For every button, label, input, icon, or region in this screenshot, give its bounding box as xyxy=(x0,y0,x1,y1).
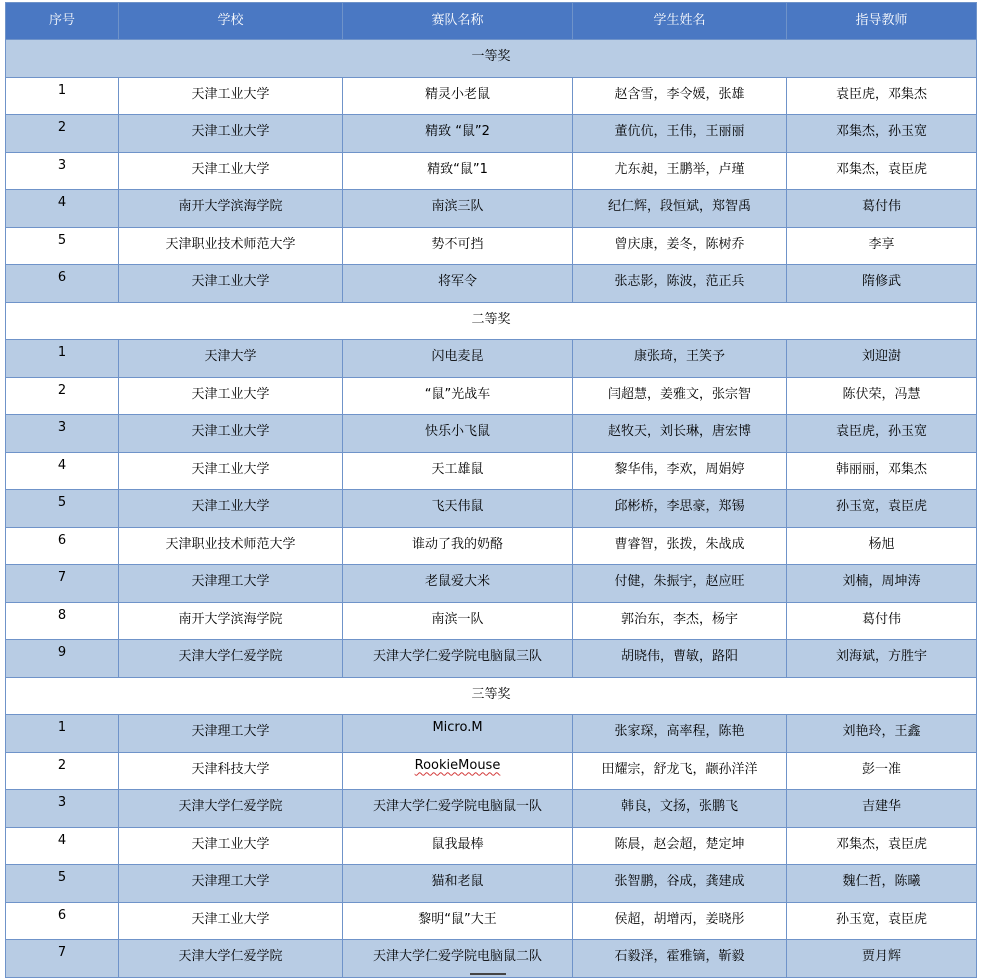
cell-advisors xyxy=(787,377,977,415)
cell-team-name xyxy=(343,452,573,490)
cell-advisors-text: 杨旭 xyxy=(868,536,895,552)
cell-advisors xyxy=(787,490,977,528)
cell-students-text: 侯超，胡增丙，姜晓彤 xyxy=(614,911,745,927)
cell-students xyxy=(573,452,787,490)
cell-advisors-text: 孙玉宽，袁臣虎 xyxy=(835,911,927,927)
cell-school-text: 天津职业技术师范大学 xyxy=(165,236,296,252)
table-row xyxy=(6,152,977,190)
cell-school-text: 天津理工大学 xyxy=(191,724,270,739)
cell-index-text: 5 xyxy=(57,870,67,885)
cell-index xyxy=(6,452,119,490)
cell-index-text: 1 xyxy=(57,345,67,360)
cell-school-text: 天津工业大学 xyxy=(191,461,270,477)
cell-team-name-text: 猫和老鼠 xyxy=(431,874,484,889)
cell-advisors-text: 刘艳玲，王鑫 xyxy=(842,724,921,739)
section-row xyxy=(6,40,977,78)
cell-team-name xyxy=(343,602,573,640)
section-row xyxy=(6,302,977,340)
section-title: 一等奖 xyxy=(6,40,977,78)
cell-team-name-text: 南滨一队 xyxy=(431,611,484,627)
cell-index-text: 4 xyxy=(57,195,67,210)
header-team-name: 赛队名称 xyxy=(343,3,573,40)
cell-advisors-text: 彭一准 xyxy=(861,761,901,777)
section-row xyxy=(6,677,977,715)
cell-students xyxy=(573,752,787,790)
cell-team-name xyxy=(343,190,573,228)
cell-advisors-text: 陈伏荣，冯慧 xyxy=(842,386,921,402)
cell-advisors xyxy=(787,565,977,603)
cell-team-name xyxy=(343,265,573,303)
cell-index-text: 2 xyxy=(57,757,67,773)
cell-students xyxy=(573,602,787,640)
table-row xyxy=(6,715,977,753)
cell-index xyxy=(6,227,119,265)
cell-students xyxy=(573,827,787,865)
cell-school-text: 天津大学 xyxy=(204,349,257,364)
cell-students xyxy=(573,490,787,528)
cell-students xyxy=(573,265,787,303)
header-school: 学校 xyxy=(119,3,343,40)
cell-school-text: 天津大学仁爱学院 xyxy=(178,949,283,964)
cell-school xyxy=(119,452,343,490)
cell-school xyxy=(119,715,343,753)
cell-students-text: 韩良，文扬，张鹏飞 xyxy=(620,799,738,814)
table-row xyxy=(6,902,977,940)
cell-students-text: 陈晨，赵会超，楚定坤 xyxy=(614,836,745,852)
cell-school-text: 天津工业大学 xyxy=(191,386,270,402)
cell-students xyxy=(573,940,787,978)
cell-team-name xyxy=(343,752,573,790)
cell-students xyxy=(573,790,787,828)
table-row xyxy=(6,377,977,415)
cell-students xyxy=(573,377,787,415)
cell-index xyxy=(6,602,119,640)
cell-school xyxy=(119,790,343,828)
cell-team-name xyxy=(343,715,573,753)
cell-school-text: 南开大学滨海学院 xyxy=(178,611,283,627)
table-row xyxy=(6,790,977,828)
cell-students-text: 田耀宗，舒龙飞，颛孙洋洋 xyxy=(601,761,758,777)
cell-index-text: 4 xyxy=(57,832,67,848)
table-row xyxy=(6,602,977,640)
cell-index xyxy=(6,527,119,565)
cell-team-name-text: 老鼠爱大米 xyxy=(424,574,490,589)
cell-team-name xyxy=(343,227,573,265)
cell-advisors xyxy=(787,452,977,490)
cell-advisors xyxy=(787,190,977,228)
cell-advisors xyxy=(787,77,977,115)
cell-school xyxy=(119,602,343,640)
cell-school xyxy=(119,77,343,115)
cell-school-text: 天津科技大学 xyxy=(191,761,270,777)
table-row xyxy=(6,527,977,565)
cell-advisors xyxy=(787,265,977,303)
table-row xyxy=(6,490,977,528)
cell-school xyxy=(119,227,343,265)
cell-team-name xyxy=(343,77,573,115)
cell-index xyxy=(6,415,119,453)
cell-team-name xyxy=(343,940,573,978)
cell-students xyxy=(573,152,787,190)
cell-index-text: 2 xyxy=(57,120,67,135)
header-students: 学生姓名 xyxy=(573,3,787,40)
cell-students-text: 赵含雪，李令媛，张雄 xyxy=(614,86,745,102)
cell-advisors-text: 邓集杰，袁臣虎 xyxy=(835,161,927,177)
cell-team-name xyxy=(343,827,573,865)
cell-students-text: 康张琦，王笑予 xyxy=(633,349,725,364)
award-table xyxy=(5,2,977,978)
cell-index-text: 1 xyxy=(57,720,67,735)
cell-students-text: 张智鹏，谷成，龚建成 xyxy=(614,874,745,889)
cell-index-text: 1 xyxy=(57,82,67,98)
cell-team-name xyxy=(343,490,573,528)
cell-index-text: 3 xyxy=(57,157,67,173)
cell-team-name-text: 天津大学仁爱学院电脑鼠二队 xyxy=(372,949,542,964)
cell-school-text: 天津工业大学 xyxy=(191,274,270,289)
cell-index-text: 6 xyxy=(57,270,67,285)
cell-advisors-text: 李享 xyxy=(868,236,895,252)
cell-team-name-text: 精致 “鼠”2 xyxy=(425,124,490,139)
cell-index xyxy=(6,715,119,753)
table-row xyxy=(6,640,977,678)
cell-school xyxy=(119,640,343,678)
cell-students xyxy=(573,227,787,265)
cell-advisors xyxy=(787,602,977,640)
header-index: 序号 xyxy=(6,3,119,40)
cell-students-text: 郭治东，李杰，杨宇 xyxy=(620,611,738,627)
table-row xyxy=(6,865,977,903)
cell-index xyxy=(6,77,119,115)
cell-index xyxy=(6,190,119,228)
cell-advisors-text: 隋修武 xyxy=(861,274,901,289)
cell-school xyxy=(119,902,343,940)
table-row xyxy=(6,265,977,303)
cell-team-name-text: Micro.M xyxy=(432,720,483,735)
cell-index xyxy=(6,490,119,528)
cell-index xyxy=(6,902,119,940)
cell-students-text: 张志影，陈波，范正兵 xyxy=(614,274,745,289)
cell-advisors-text: 袁臣虎，邓集杰 xyxy=(835,86,927,102)
award-table-container xyxy=(5,2,976,978)
cell-school xyxy=(119,865,343,903)
cell-advisors-text: 贾月辉 xyxy=(861,949,901,964)
cell-team-name xyxy=(343,565,573,603)
cell-team-name-text: 精致“鼠”1 xyxy=(427,161,488,177)
cell-students xyxy=(573,190,787,228)
cell-index-text: 3 xyxy=(57,795,67,810)
cell-team-name-text: 天津大学仁爱学院电脑鼠三队 xyxy=(372,649,542,664)
cell-advisors-text: 袁臣虎，孙玉宽 xyxy=(835,424,927,439)
cell-team-name xyxy=(343,790,573,828)
cell-index xyxy=(6,640,119,678)
table-row xyxy=(6,940,977,978)
cell-students xyxy=(573,415,787,453)
cell-advisors xyxy=(787,152,977,190)
table-row xyxy=(6,115,977,153)
cell-school-text: 天津理工大学 xyxy=(191,574,270,589)
cell-students-text: 闫超慧，姜雅文，张宗智 xyxy=(607,386,751,402)
cell-index-text: 7 xyxy=(57,945,67,960)
cell-index-text: 5 xyxy=(57,232,67,248)
cell-index-text: 6 xyxy=(57,907,67,923)
cell-school-text: 天津大学仁爱学院 xyxy=(178,649,283,664)
cell-team-name xyxy=(343,115,573,153)
cell-advisors-text: 葛付伟 xyxy=(861,199,901,214)
cell-team-name xyxy=(343,340,573,378)
cell-school xyxy=(119,490,343,528)
table-row xyxy=(6,752,977,790)
cell-school-text: 天津工业大学 xyxy=(191,124,270,139)
cell-team-name-text: 精灵小老鼠 xyxy=(424,86,490,102)
cell-school-text: 南开大学滨海学院 xyxy=(178,199,283,214)
cell-team-name-text: 快乐小飞鼠 xyxy=(424,424,490,439)
cell-school-text: 天津工业大学 xyxy=(191,424,270,439)
cell-advisors xyxy=(787,940,977,978)
cell-school xyxy=(119,752,343,790)
cell-students-text: 董伉伉，王伟，王丽丽 xyxy=(614,124,745,139)
cell-index-text: 4 xyxy=(57,457,67,473)
cell-team-name-text: 势不可挡 xyxy=(431,236,484,252)
cell-advisors xyxy=(787,790,977,828)
cell-school xyxy=(119,152,343,190)
cell-advisors xyxy=(787,340,977,378)
cell-students-text: 曹睿智，张拨，朱战成 xyxy=(614,536,745,552)
table-row xyxy=(6,452,977,490)
table-row xyxy=(6,415,977,453)
cell-students xyxy=(573,115,787,153)
cell-school xyxy=(119,527,343,565)
cell-team-name xyxy=(343,377,573,415)
cell-index xyxy=(6,865,119,903)
table-header xyxy=(6,3,977,40)
scroll-indicator xyxy=(470,973,506,975)
cell-advisors-text: 葛付伟 xyxy=(861,611,901,627)
cell-school-text: 天津工业大学 xyxy=(191,499,270,514)
cell-index xyxy=(6,790,119,828)
cell-index-text: 5 xyxy=(57,495,67,510)
cell-team-name-text: “鼠”光战车 xyxy=(424,386,491,402)
cell-school-text: 天津工业大学 xyxy=(191,161,270,177)
cell-advisors xyxy=(787,827,977,865)
cell-school xyxy=(119,415,343,453)
cell-team-name-text: 鼠我最棒 xyxy=(431,836,484,852)
cell-advisors xyxy=(787,527,977,565)
cell-team-name xyxy=(343,902,573,940)
cell-team-name-text: 将军令 xyxy=(437,274,477,289)
cell-team-name-text: 闪电麦昆 xyxy=(431,349,484,364)
table-row xyxy=(6,827,977,865)
cell-students xyxy=(573,715,787,753)
cell-advisors-text: 刘楠，周坤涛 xyxy=(842,574,921,589)
cell-school xyxy=(119,827,343,865)
cell-index xyxy=(6,752,119,790)
header-advisors: 指导教师 xyxy=(787,3,977,40)
cell-students-text: 张家琛，高率程，陈艳 xyxy=(614,724,745,739)
cell-index xyxy=(6,152,119,190)
cell-advisors xyxy=(787,115,977,153)
cell-index-text: 9 xyxy=(57,645,67,660)
cell-advisors xyxy=(787,902,977,940)
cell-team-name-text: 天工雄鼠 xyxy=(431,461,484,477)
cell-school xyxy=(119,190,343,228)
cell-students-text: 付健，朱振宇，赵应旺 xyxy=(614,574,745,589)
cell-index xyxy=(6,940,119,978)
cell-advisors-text: 刘海斌，方胜宇 xyxy=(835,649,927,664)
cell-team-name-text: 飞天伟鼠 xyxy=(431,499,484,514)
cell-students xyxy=(573,865,787,903)
cell-index-text: 7 xyxy=(57,570,67,585)
cell-students xyxy=(573,565,787,603)
cell-team-name xyxy=(343,865,573,903)
header-row xyxy=(6,3,977,40)
cell-team-name-text: RookieMouse xyxy=(414,757,501,773)
cell-students-text: 石毅泽，霍雅镝，靳毅 xyxy=(614,949,745,964)
cell-team-name xyxy=(343,415,573,453)
cell-school-text: 天津大学仁爱学院 xyxy=(178,799,283,814)
cell-students xyxy=(573,527,787,565)
table-body xyxy=(6,40,977,978)
cell-index-text: 3 xyxy=(57,420,67,435)
cell-school-text: 天津理工大学 xyxy=(191,874,270,889)
cell-school-text: 天津工业大学 xyxy=(191,911,270,927)
cell-advisors-text: 邓集杰，孙玉宽 xyxy=(835,124,927,139)
section-title: 二等奖 xyxy=(6,302,977,340)
cell-team-name-text: 黎明“鼠”大王 xyxy=(418,911,497,927)
cell-advisors xyxy=(787,865,977,903)
cell-students-text: 邱彬桥，李思豪，郑锡 xyxy=(614,499,745,514)
cell-school-text: 天津工业大学 xyxy=(191,86,270,102)
cell-index-text: 8 xyxy=(57,607,67,623)
table-row xyxy=(6,340,977,378)
cell-students-text: 黎华伟，李欢，周娟婷 xyxy=(614,461,745,477)
cell-team-name-text: 天津大学仁爱学院电脑鼠一队 xyxy=(372,799,542,814)
cell-students-text: 胡晓伟，曹敏，路阳 xyxy=(620,649,738,664)
cell-team-name xyxy=(343,152,573,190)
cell-team-name-text: 南滨三队 xyxy=(431,199,484,214)
table-row xyxy=(6,227,977,265)
cell-advisors-text: 韩丽丽，邓集杰 xyxy=(835,461,927,477)
cell-advisors-text: 刘迎澍 xyxy=(861,349,901,364)
cell-students xyxy=(573,77,787,115)
cell-students xyxy=(573,640,787,678)
cell-students xyxy=(573,340,787,378)
cell-school xyxy=(119,565,343,603)
cell-index xyxy=(6,265,119,303)
cell-school xyxy=(119,115,343,153)
cell-school xyxy=(119,340,343,378)
table-row xyxy=(6,565,977,603)
cell-students-text: 曾庆康，姜冬，陈树乔 xyxy=(614,236,745,252)
cell-students xyxy=(573,902,787,940)
cell-index xyxy=(6,377,119,415)
cell-index xyxy=(6,115,119,153)
cell-advisors xyxy=(787,227,977,265)
cell-team-name-text: 谁动了我的奶酪 xyxy=(411,536,503,552)
cell-students-text: 赵牧天，刘长琳，唐宏博 xyxy=(607,424,751,439)
cell-advisors xyxy=(787,640,977,678)
cell-school xyxy=(119,377,343,415)
cell-index xyxy=(6,340,119,378)
cell-advisors xyxy=(787,415,977,453)
cell-advisors-text: 孙玉宽，袁臣虎 xyxy=(835,499,927,514)
cell-school-text: 天津职业技术师范大学 xyxy=(165,536,296,552)
cell-advisors xyxy=(787,752,977,790)
table-row xyxy=(6,77,977,115)
cell-index-text: 6 xyxy=(57,532,67,548)
table-row xyxy=(6,190,977,228)
cell-advisors-text: 吉建华 xyxy=(861,799,901,814)
cell-index xyxy=(6,565,119,603)
cell-students-text: 尤东昶，王鹏举，卢瑾 xyxy=(614,161,745,177)
cell-advisors xyxy=(787,715,977,753)
cell-students-text: 纪仁辉，段恒斌，郑智禹 xyxy=(607,199,751,214)
cell-school xyxy=(119,940,343,978)
section-title: 三等奖 xyxy=(6,677,977,715)
cell-advisors-text: 魏仁哲，陈曦 xyxy=(842,874,921,889)
cell-team-name xyxy=(343,640,573,678)
cell-index-text: 2 xyxy=(57,382,67,398)
cell-school xyxy=(119,265,343,303)
cell-school-text: 天津工业大学 xyxy=(191,836,270,852)
cell-index xyxy=(6,827,119,865)
cell-advisors-text: 邓集杰，袁臣虎 xyxy=(835,836,927,852)
cell-team-name xyxy=(343,527,573,565)
